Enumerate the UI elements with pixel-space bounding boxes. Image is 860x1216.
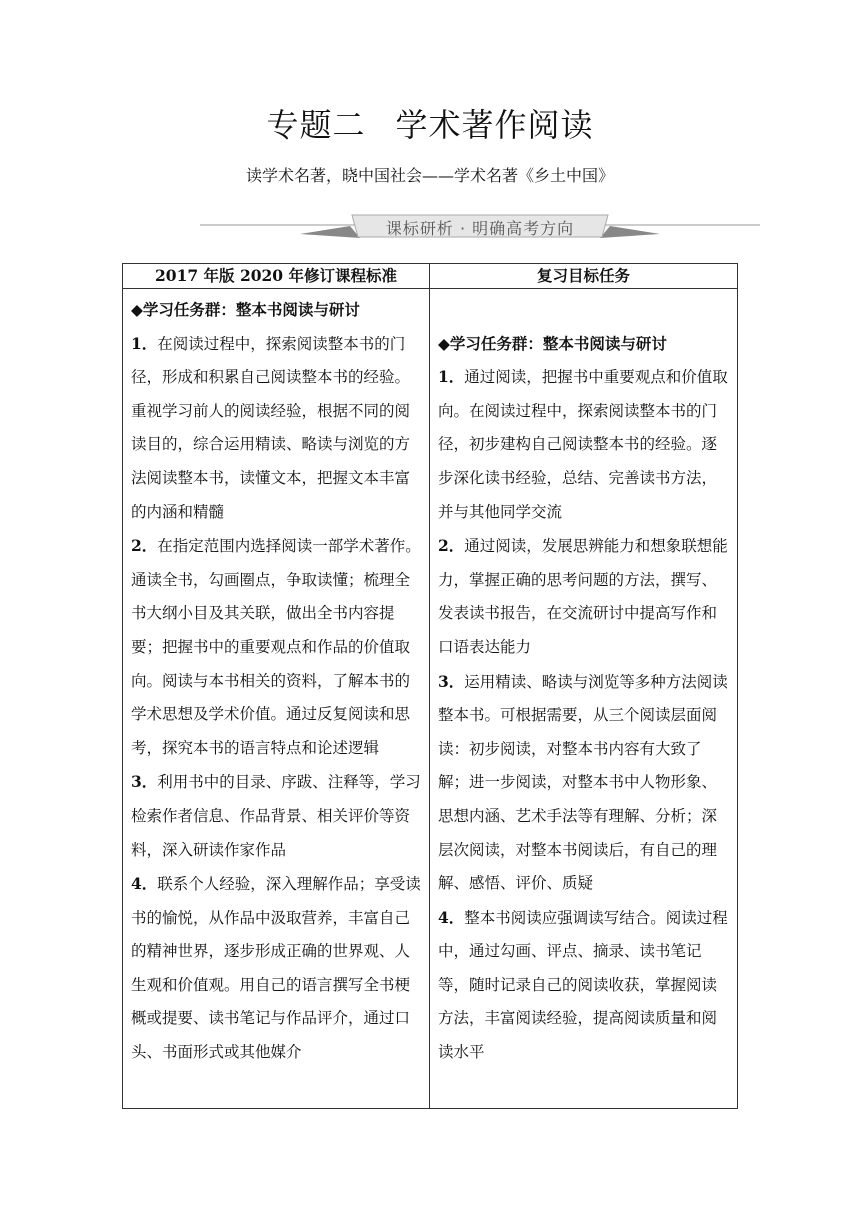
section-banner bbox=[200, 212, 760, 242]
item-text: 在指定范围内选择阅读一部学术著作。 通读全书，勾画圈点，争取读懂；梳理全书大纲小目及其关联，做出全书内容提要；把握书中的重要观点和作品的价值取向。阅读与本书相关的资料，了解本书的学术思想及学术价值。通过反复阅读和思考，探究本书的语言特点和论述逻辑 bbox=[131, 537, 421, 757]
item-text: 整本书阅读应强调读写结合。阅读过程中，通过勾画、评点、摘录、读书笔记等，随时记录自己的阅读收获，掌握阅读方法，丰富阅读经验，提高阅读质量和阅读水平 bbox=[438, 908, 728, 1062]
item-number: 1． bbox=[438, 367, 465, 387]
item-number: 4． bbox=[438, 907, 465, 927]
item-number: 2． bbox=[131, 536, 158, 556]
cell-spacer bbox=[438, 293, 731, 327]
col1-item-1 bbox=[131, 327, 423, 530]
col2-item-1 bbox=[438, 360, 731, 529]
item-number: 4． bbox=[131, 874, 158, 894]
item-number: 1． bbox=[131, 333, 158, 353]
col2-item-3 bbox=[438, 665, 731, 901]
item-text: 在阅读过程中，探索阅读整本书的门径，形成和积累自己阅读整本书的经验。重视学习前人的阅读经验，根据不同的阅读目的，综合运用精读、略读与浏览的方法阅读整本书，读懂文本，把握文本丰富的内涵和精髓 bbox=[131, 334, 411, 521]
item-text: 运用精读、略读与浏览等多种方法阅读整本书。可根据需要，从三个阅读层面阅读：初步阅读，对整本书内容有大致了解；进一步阅读，对整本书中人物形象、思想内涵、艺术手法等有理解、分析；深层次阅读，对整本书阅读后，有自己的理解、感悟、评价、质疑 bbox=[438, 672, 728, 893]
item-number: 3． bbox=[131, 772, 158, 792]
table-body-row bbox=[123, 289, 738, 1109]
col2-item-2 bbox=[438, 529, 731, 664]
page-subtitle: 读学术名著，晓中国社会——学术名著《乡土中国》 bbox=[245, 166, 614, 185]
col1-item-2 bbox=[131, 529, 423, 765]
table-header-row bbox=[123, 264, 738, 289]
item-text: 联系个人经验，深入理解作品；享受读书的愉悦，从作品中汲取营养，丰富自己的精神世界，逐步形成正确的世界观、人生观和价值观。用自己的语言撰写全书梗概或提要、读书笔记与作品评介，通过口头、书面形式或其他媒介 bbox=[131, 875, 421, 1062]
page-title bbox=[0, 100, 860, 146]
col1-header: 2017 年版 2020 年修订课程标准 bbox=[123, 264, 430, 289]
standards-table bbox=[122, 263, 738, 1109]
item-number: 3． bbox=[438, 671, 465, 691]
col2-header: 复习目标任务 bbox=[430, 264, 738, 289]
col2-group-title: ◆学习任务群：整本书阅读与研讨 bbox=[438, 333, 667, 353]
item-text: 利用书中的目录、序跋、注释等，学习检索作者信息、作品背景、相关评价等资料，深入研读作家作品 bbox=[131, 773, 421, 859]
curriculum-standard-cell bbox=[123, 289, 430, 1109]
title-part2: 学术著作阅读 bbox=[395, 106, 594, 144]
banner-text: 课标研析 · 明确高考方向 bbox=[385, 219, 575, 238]
col1-item-4 bbox=[131, 867, 423, 1070]
review-goals-cell bbox=[430, 289, 738, 1109]
col1-group-title: ◆学习任务群：整本书阅读与研讨 bbox=[131, 300, 360, 319]
title-part1: 专题二 bbox=[266, 106, 366, 144]
item-number: 2． bbox=[438, 536, 465, 556]
item-text: 通过阅读，把握书中重要观点和价值取向。在阅读过程中，探索阅读整本书的门径，初步建构自己阅读整本书的经验。逐步深化读书经验，总结、完善读书方法，并与其他同学交流 bbox=[438, 368, 728, 521]
col2-item-4 bbox=[438, 901, 731, 1070]
item-text: 通过阅读，发展思辨能力和想象联想能力，掌握正确的思考问题的方法，撰写、发表读书报告，在交流研讨中提高写作和口语表达能力 bbox=[438, 537, 728, 656]
col1-item-3 bbox=[131, 765, 423, 867]
